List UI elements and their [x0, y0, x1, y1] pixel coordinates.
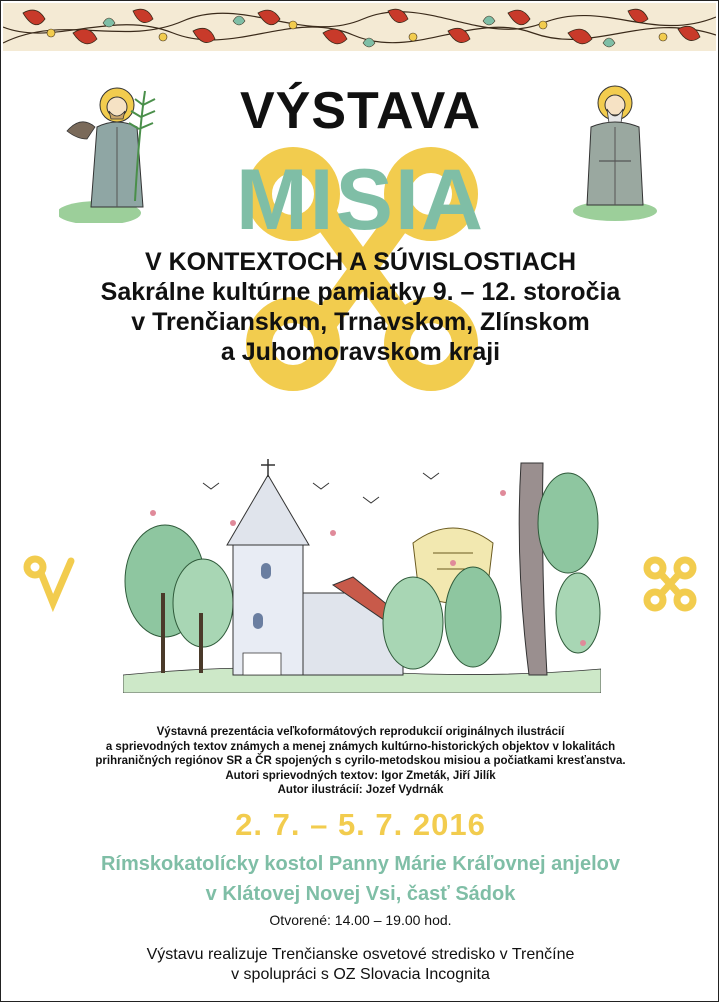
- floral-border-ornament: [3, 3, 716, 51]
- opening-hours: Otvorené: 14.00 – 19.00 hod.: [269, 912, 452, 928]
- description-line: Autori sprievodných textov: Igor Zmeták, Jiří Jilík: [225, 769, 496, 782]
- venue-line: Rímskokatolícky kostol Panny Márie Kráľovnej anjelov: [100, 853, 620, 875]
- organizer-info: [1, 945, 719, 985]
- description-line: a sprievodných textov známych a menej známych kultúrno-historických objektov v lokalitách: [105, 740, 616, 753]
- subtitle-line: V KONTEXTOCH A SÚVISLOSTIACH: [144, 248, 577, 276]
- glagolitic-letter-icon: [23, 553, 83, 613]
- exhibition-description: [1, 725, 719, 798]
- venue-line: v Klátovej Novej Vsi, časť Sádok: [205, 883, 516, 905]
- description-line: Autor ilustrácií: Jozef Vydrnák: [277, 784, 444, 796]
- subtitle-line: v Trenčianskom, Trnavskom, Zlínskom: [131, 308, 590, 336]
- organizer-line: v spolupráci s OZ Slovacia Incognita: [231, 966, 490, 983]
- glagolitic-letter-icon: [641, 556, 699, 612]
- poster-headline: MISIA: [236, 152, 485, 248]
- description-line: Výstavná prezentácia veľkoformátových reprodukcií originálnych ilustrácií: [156, 726, 565, 738]
- exhibition-dates: 2. 7. – 5. 7. 2016: [235, 807, 486, 842]
- subtitle-line: Sakrálne kultúrne pamiatky 9. – 12. storočia: [100, 278, 621, 306]
- poster-subtitle: [1, 247, 719, 367]
- subtitle-line: a Juhomoravskom kraji: [220, 338, 501, 366]
- organizer-line: Výstavu realizuje Trenčianske osvetové stredisko v Trenčíne: [146, 946, 575, 963]
- church-illustration: [123, 453, 601, 693]
- poster-title: VÝSTAVA: [239, 82, 482, 140]
- exhibition-venue: [1, 849, 719, 909]
- description-line: prihraničných regiónov SR a ČR spojených s cyrilo-metodskou misiou a počiatkami kresťanstva.: [95, 755, 626, 767]
